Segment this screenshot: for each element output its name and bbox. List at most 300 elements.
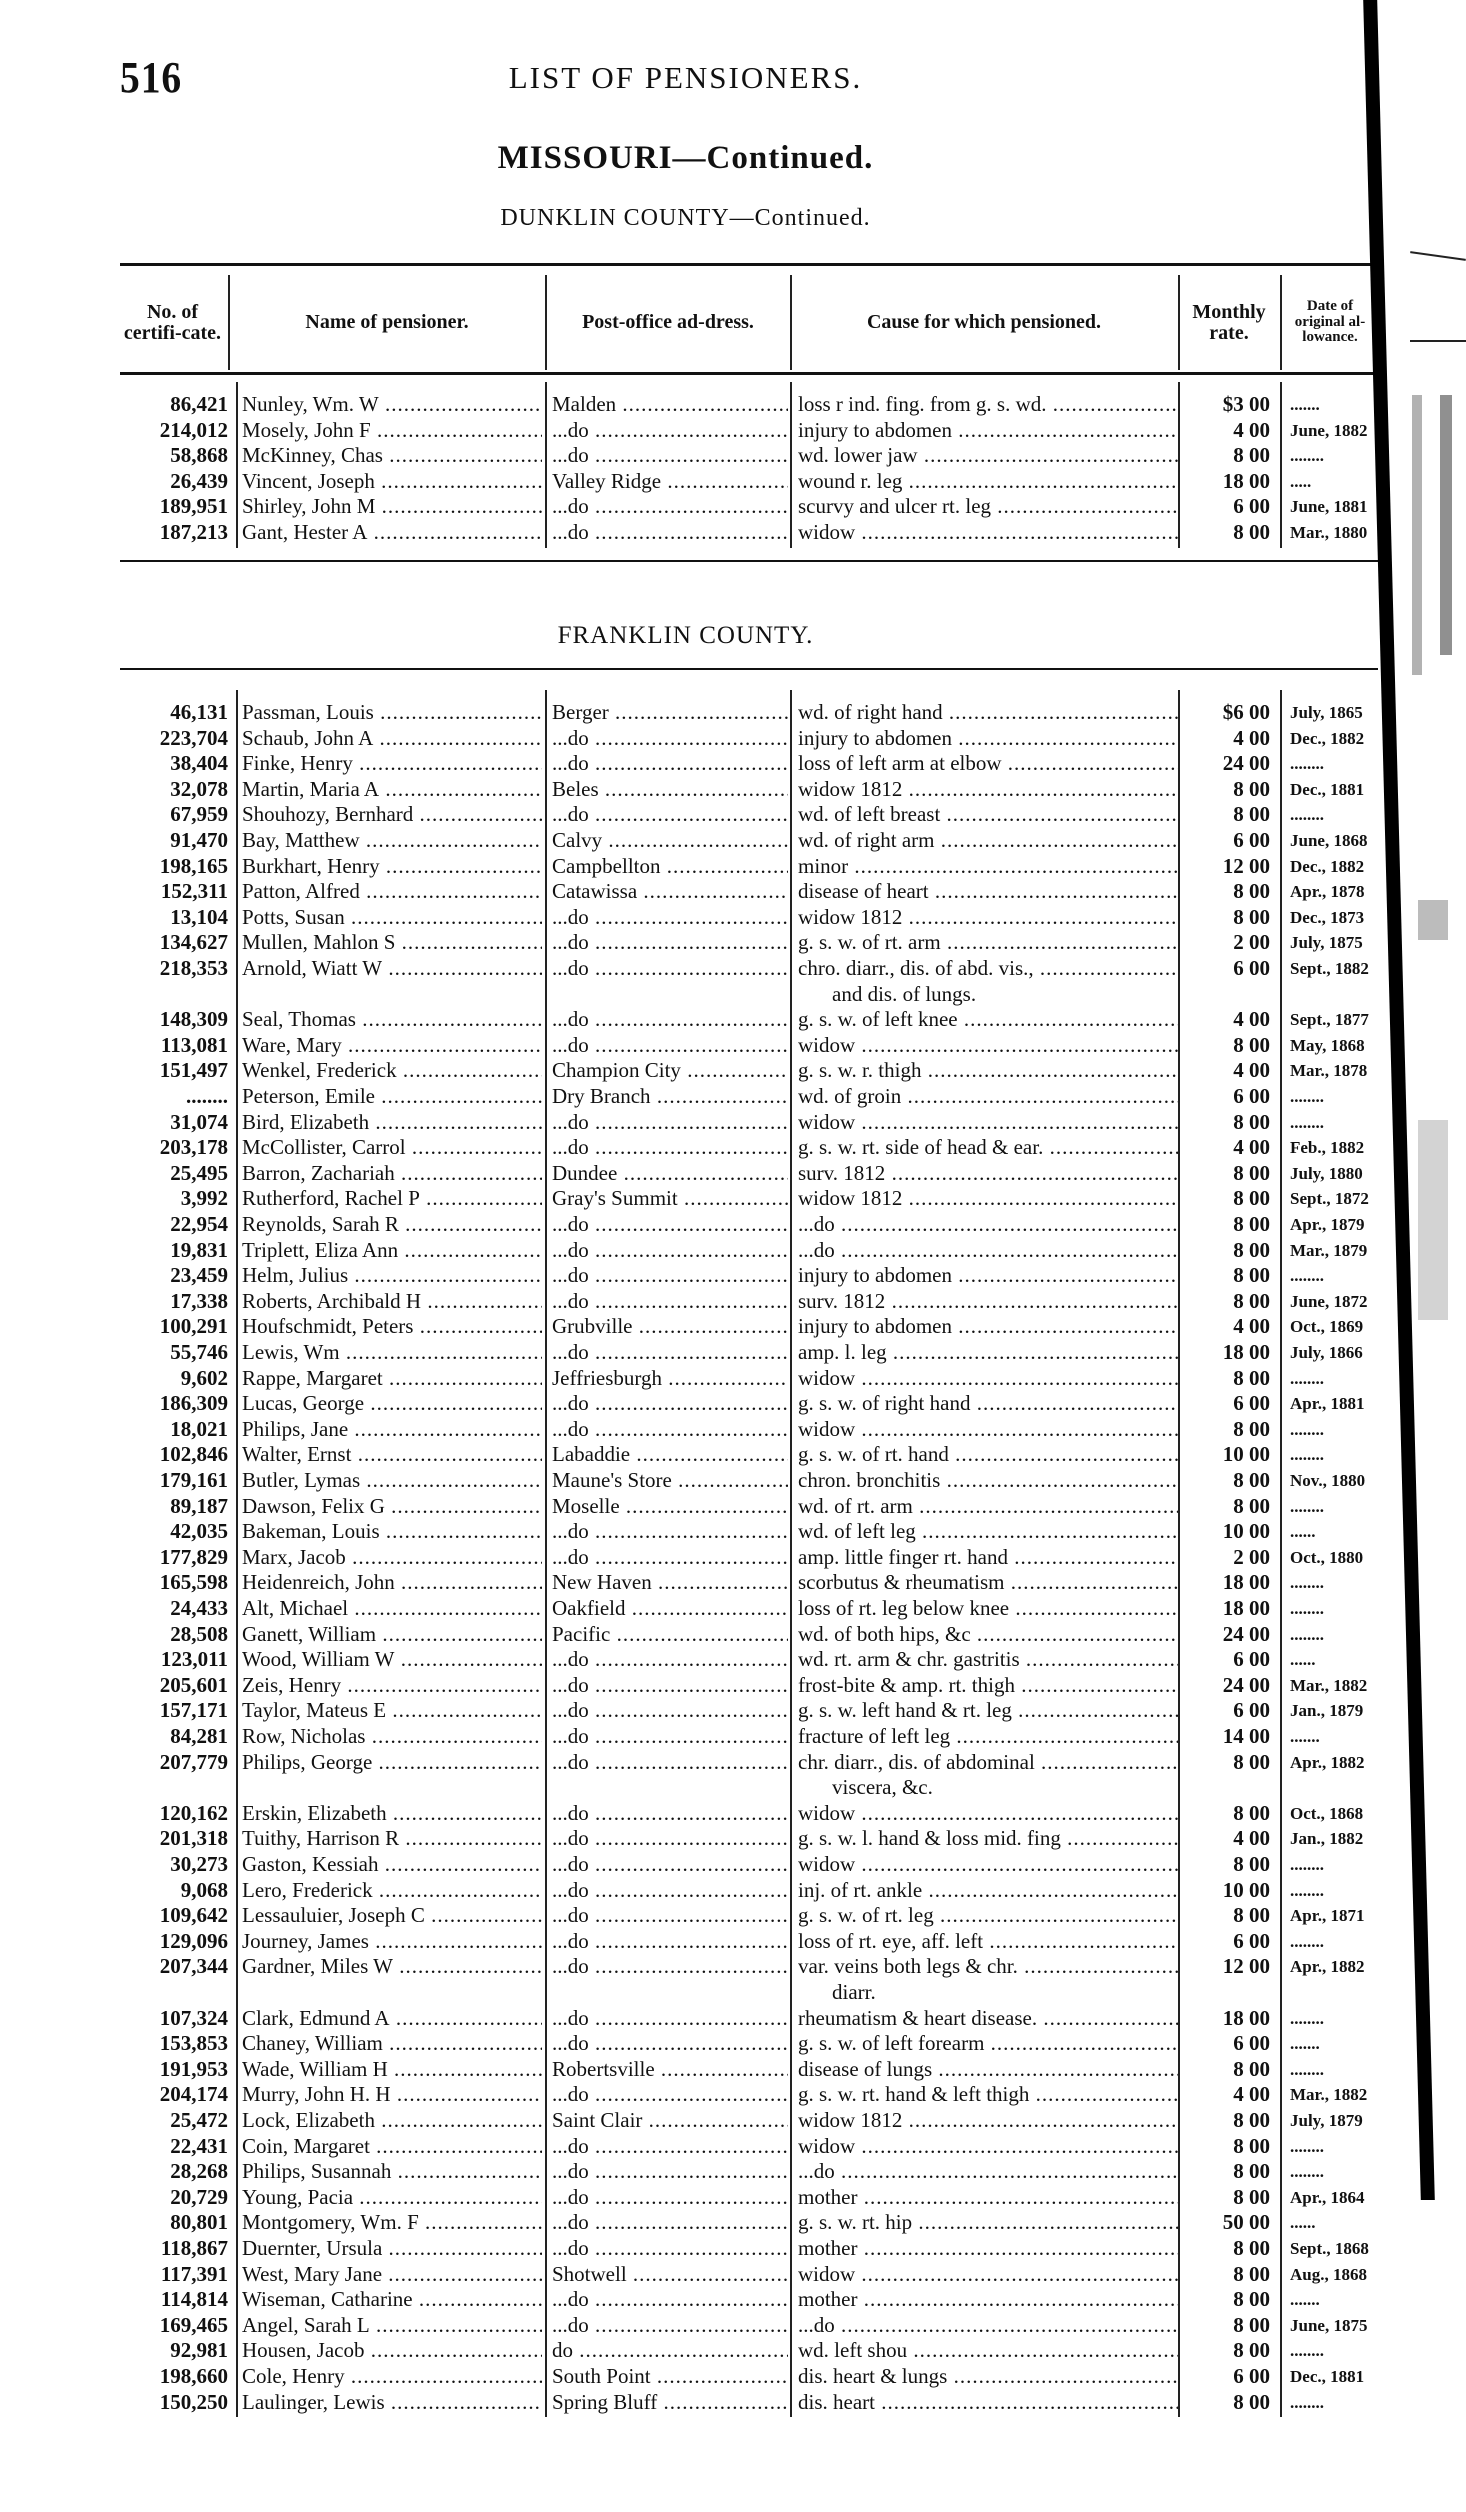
pensioner-name: Coin, Margaret ..... <box>242 2134 542 2159</box>
table-row <box>0 1084 1466 1109</box>
post-office: ...do ..... <box>552 1698 788 1723</box>
pensioner-name: Taylor, Mateus E ..... <box>242 1698 542 1723</box>
pensioner-name: Shouhozy, Bernhard ..... <box>242 802 542 827</box>
running-title: LIST OF PENSIONERS. <box>508 60 863 95</box>
cause: ...do ..... <box>798 2313 1178 2338</box>
cause: g. s. w. of left forearm ..... <box>798 2031 1178 2056</box>
cause: mother ..... <box>798 2236 1178 2261</box>
pensioner-name: Burkhart, Henry ..... <box>242 854 542 879</box>
original-allowance-date: May, 1868 <box>1290 1035 1365 1055</box>
monthly-rate: 8 00 <box>1233 1212 1270 1236</box>
pensioner-name: Journey, James ..... <box>242 1929 542 1954</box>
original-allowance-date: ........ <box>1290 754 1324 774</box>
certificate-number: 114,814 <box>160 2287 228 2312</box>
original-allowance-date: Apr., 1882 <box>1290 1957 1365 1977</box>
monthly-rate: 8 00 <box>1233 1160 1270 1185</box>
certificate-number: 58,868 <box>170 443 228 468</box>
table-row <box>0 802 1466 827</box>
post-office: ...do ..... <box>552 1391 788 1416</box>
table-row <box>0 1852 1466 1877</box>
original-allowance-date: July, 1865 <box>1290 703 1363 722</box>
pensioner-name: Gaston, Kessiah ..... <box>242 1852 542 1877</box>
table-row <box>0 2185 1466 2210</box>
table-row <box>0 1954 1466 1979</box>
column-divider <box>1280 690 1282 2417</box>
header-divider <box>790 275 792 370</box>
table-row-continuation <box>0 1775 1466 1800</box>
pensioner-name: Philips, Jane ..... <box>242 1417 542 1442</box>
cause: chr. diarr., dis. of abdominal ..... <box>798 1750 1178 1775</box>
certificate-number: 84,281 <box>170 1724 228 1748</box>
monthly-rate: 8 00 <box>1233 1493 1270 1518</box>
table-row <box>0 1698 1466 1723</box>
table-row <box>0 1366 1466 1391</box>
original-allowance-date: Oct., 1868 <box>1290 1803 1364 1823</box>
pensioner-name: Roberts, Archibald H ..... <box>242 1289 542 1314</box>
column-header-certificate: No. of certifi-cate. <box>123 300 222 344</box>
monthly-rate: 8 00 <box>1233 2159 1270 2184</box>
column-header-cause: Cause for which pensioned. <box>866 311 1102 333</box>
pensioner-name: Clark, Edmund A ..... <box>242 2006 542 2031</box>
post-office: ...do ..... <box>552 2031 788 2056</box>
pensioner-name: Bay, Matthew ..... <box>242 828 542 853</box>
certificate-number: 23,459 <box>170 1263 228 1288</box>
pensioner-name: Houfschmidt, Peters ..... <box>242 1314 542 1339</box>
table-row <box>0 1161 1466 1186</box>
certificate-number: 80,801 <box>170 2210 228 2235</box>
table-row <box>0 2236 1466 2261</box>
original-allowance-date: Apr., 1871 <box>1290 1906 1365 1926</box>
table-row <box>0 1724 1466 1749</box>
pensioner-name: Wenkel, Frederick ..... <box>242 1058 542 1083</box>
post-office: ...do ..... <box>552 1289 788 1314</box>
post-office: ...do ..... <box>552 2006 788 2031</box>
table-row <box>0 2134 1466 2159</box>
post-office: Catawissa ..... <box>552 879 788 904</box>
monthly-rate: 14 00 <box>1222 1724 1270 1748</box>
cause-continuation: diarr. <box>832 1980 876 2004</box>
monthly-rate: 18 00 <box>1222 2005 1270 2030</box>
certificate-number: 129,096 <box>159 1928 228 1953</box>
post-office: ...do ..... <box>552 418 788 443</box>
cause: var. veins both legs & chr. ..... <box>798 1954 1178 1979</box>
monthly-rate: 8 00 <box>1233 443 1270 468</box>
monthly-rate: 8 00 <box>1233 520 1270 544</box>
table-row <box>0 443 1466 468</box>
cause: wd. of left leg ..... <box>798 1519 1178 1544</box>
certificate-number: 19,831 <box>170 1237 228 1262</box>
original-allowance-date: ........ <box>1290 1599 1324 1618</box>
cause: g. s. w. left hand & rt. leg ..... <box>798 1698 1178 1723</box>
certificate-number: 13,104 <box>170 904 228 929</box>
monthly-rate: 4 00 <box>1233 1135 1270 1160</box>
table-row <box>0 1007 1466 1032</box>
column-divider <box>1178 690 1180 2417</box>
certificate-number: 20,729 <box>170 2184 228 2209</box>
certificate-number: ........ <box>186 1084 228 1108</box>
post-office: ...do ..... <box>552 930 788 955</box>
certificate-number: 223,704 <box>159 725 228 750</box>
original-allowance-date: ........ <box>1290 1855 1324 1874</box>
original-allowance-date: ........ <box>1290 2008 1324 2028</box>
original-allowance-date: ........ <box>1290 1445 1324 1465</box>
monthly-rate: 8 00 <box>1233 1109 1270 1134</box>
original-allowance-date: ........ <box>1290 2059 1324 2079</box>
cause: widow ..... <box>798 1801 1178 1826</box>
table-row <box>0 2057 1466 2082</box>
cause: rheumatism & heart disease. ..... <box>798 2006 1178 2031</box>
cause: g. s. w. l. hand & loss mid. fing ..... <box>798 1826 1178 1851</box>
certificate-number: 203,178 <box>159 1135 228 1160</box>
original-allowance-date: Aug., 1868 <box>1290 2264 1367 2284</box>
monthly-rate: 8 00 <box>1233 1032 1270 1057</box>
cause: minor ..... <box>798 854 1178 879</box>
cause: injury to abdomen ..... <box>798 726 1178 751</box>
cause: loss of left arm at elbow ..... <box>798 751 1178 776</box>
post-office: ...do ..... <box>552 443 788 468</box>
monthly-rate: 6 00 <box>1233 494 1270 519</box>
monthly-rate: 8 00 <box>1233 904 1270 929</box>
certificate-number: 17,338 <box>170 1288 228 1313</box>
post-office: ...do ..... <box>552 905 788 930</box>
section-start-rule <box>120 668 1378 670</box>
certificate-number: 198,660 <box>159 2364 228 2388</box>
table-row <box>0 956 1466 981</box>
pensioner-name: Laulinger, Lewis ..... <box>242 2390 542 2415</box>
table-row <box>0 1289 1466 1314</box>
certificate-number: 30,273 <box>170 1852 228 1876</box>
table-row <box>0 1314 1466 1339</box>
cause: widow ..... <box>798 1366 1178 1391</box>
original-allowance-date: Mar., 1878 <box>1290 1061 1368 1081</box>
cause: frost-bite & amp. rt. thigh ..... <box>798 1673 1178 1698</box>
certificate-number: 31,074 <box>170 1109 228 1134</box>
pensioner-name: Butler, Lymas ..... <box>242 1468 542 1493</box>
certificate-number: 153,853 <box>159 2031 228 2056</box>
pensioner-name: Passman, Louis ..... <box>242 700 542 725</box>
cause: g. s. w. r. thigh ..... <box>798 1058 1178 1083</box>
post-office: Moselle ..... <box>552 1494 788 1519</box>
monthly-rate: 8 00 <box>1233 2287 1270 2312</box>
post-office: Campbellton ..... <box>552 854 788 879</box>
post-office: ...do ..... <box>552 1417 788 1442</box>
pensioner-name: Housen, Jacob ..... <box>242 2338 542 2363</box>
table-row <box>0 1340 1466 1365</box>
pensioner-name: Tuithy, Harrison R ..... <box>242 1826 542 1851</box>
post-office: ...do ..... <box>552 2134 788 2159</box>
post-office: ...do ..... <box>552 2082 788 2107</box>
certificate-number: 102,846 <box>159 1442 228 1467</box>
monthly-rate: 8 00 <box>1233 879 1270 904</box>
cause: wd. of left breast ..... <box>798 802 1178 827</box>
original-allowance-date: ........ <box>1290 2392 1324 2412</box>
monthly-rate: 4 00 <box>1233 417 1270 442</box>
monthly-rate: 12 00 <box>1222 1954 1270 1979</box>
column-divider <box>1280 382 1282 548</box>
pensioner-name: Arnold, Wiatt W ..... <box>242 956 542 981</box>
table-row <box>0 2338 1466 2363</box>
cause: widow 1812 ..... <box>798 1186 1178 1211</box>
cause: amp. l. leg ..... <box>798 1340 1178 1365</box>
post-office: Shotwell ..... <box>552 2262 788 2287</box>
column-header-date: Date of original al-lowance. <box>1294 297 1366 346</box>
certificate-number: 187,213 <box>159 520 228 544</box>
cause: disease of heart ..... <box>798 879 1178 904</box>
post-office: ...do ..... <box>552 2313 788 2338</box>
county-heading-franklin: FRANKLIN COUNTY. <box>557 622 814 649</box>
post-office: Labaddie ..... <box>552 1442 788 1467</box>
monthly-rate: 8 00 <box>1233 2236 1270 2260</box>
adjacent-page-rule <box>1410 251 1466 261</box>
cause: wd. lower jaw ..... <box>798 443 1178 468</box>
post-office: Pacific ..... <box>552 1622 788 1647</box>
monthly-rate: 8 00 <box>1233 1365 1270 1390</box>
pensioner-name: Patton, Alfred ..... <box>242 879 542 904</box>
pensioner-name: Barron, Zachariah ..... <box>242 1161 542 1186</box>
pensioner-name: West, Mary Jane ..... <box>242 2262 542 2287</box>
certificate-number: 91,470 <box>170 828 228 852</box>
monthly-rate: 8 00 <box>1233 2108 1270 2132</box>
pensioner-name: Gardner, Miles W ..... <box>242 1954 542 1979</box>
monthly-rate: 2 00 <box>1233 930 1270 955</box>
original-allowance-date: ....... <box>1290 2034 1320 2054</box>
pensioner-name: Lero, Frederick ..... <box>242 1878 542 1903</box>
original-allowance-date: ...... <box>1290 1522 1316 1542</box>
table-row <box>0 854 1466 879</box>
table-row <box>0 2006 1466 2031</box>
monthly-rate: 8 00 <box>1233 2133 1270 2158</box>
monthly-rate: 6 00 <box>1233 1928 1270 1953</box>
post-office: Malden ..... <box>552 392 788 417</box>
monthly-rate: 8 00 <box>1233 2312 1270 2337</box>
pensioner-name: Gant, Hester A ..... <box>242 520 542 545</box>
certificate-number: 177,829 <box>159 1544 228 1569</box>
post-office: ...do ..... <box>552 494 788 519</box>
table-row <box>0 2108 1466 2133</box>
table-row <box>0 828 1466 853</box>
original-allowance-date: ........ <box>1290 1624 1324 1644</box>
pensioner-name: Angel, Sarah L ..... <box>242 2313 542 2338</box>
monthly-rate: 10 00 <box>1222 1519 1270 1544</box>
original-allowance-date: Mar., 1882 <box>1290 1675 1368 1695</box>
pensioner-name: Row, Nicholas ..... <box>242 1724 542 1749</box>
original-allowance-date: July, 1879 <box>1290 2111 1363 2130</box>
original-allowance-date: Sept., 1882 <box>1290 959 1369 978</box>
post-office: ...do ..... <box>552 802 788 827</box>
post-office: Saint Clair ..... <box>552 2108 788 2133</box>
monthly-rate: 50 00 <box>1222 2210 1270 2235</box>
table-row <box>0 1391 1466 1416</box>
section-end-rule <box>120 560 1378 562</box>
post-office: Dundee ..... <box>552 1161 788 1186</box>
pensioner-name: Lock, Elizabeth ..... <box>242 2108 542 2133</box>
original-allowance-date: Oct., 1869 <box>1290 1317 1364 1337</box>
table-row <box>0 2210 1466 2235</box>
column-divider <box>790 382 792 548</box>
monthly-rate: 10 00 <box>1222 1442 1270 1467</box>
certificate-number: 109,642 <box>159 1903 228 1928</box>
post-office: ...do ..... <box>552 1954 788 1979</box>
original-allowance-date: June, 1875 <box>1290 2315 1368 2335</box>
post-office: Gray's Summit ..... <box>552 1186 788 1211</box>
post-office: ...do ..... <box>552 1929 788 1954</box>
post-office: Spring Bluff ..... <box>552 2390 788 2415</box>
monthly-rate: 24 00 <box>1222 751 1270 776</box>
original-allowance-date: Dec., 1873 <box>1290 907 1365 927</box>
post-office: ...do ..... <box>552 956 788 981</box>
post-office: do ..... <box>552 2338 788 2363</box>
cause: widow ..... <box>798 520 1178 545</box>
table-row <box>0 1750 1466 1775</box>
certificate-number: 9,068 <box>180 1877 228 1902</box>
cause: loss r ind. fing. from g. s. wd. ..... <box>798 392 1178 417</box>
table-row <box>0 879 1466 904</box>
header-divider <box>228 275 230 370</box>
certificate-number: 204,174 <box>159 2082 228 2107</box>
table-row <box>0 1545 1466 1570</box>
certificate-number: 218,353 <box>159 956 228 980</box>
monthly-rate: 8 00 <box>1233 1263 1270 1288</box>
cause-continuation: viscera, &c. <box>832 1775 933 1800</box>
certificate-number: 3,992 <box>180 1186 228 1211</box>
certificate-number: 22,431 <box>170 2133 228 2158</box>
post-office: ...do ..... <box>552 2185 788 2210</box>
certificate-number: 107,324 <box>159 2005 228 2030</box>
original-allowance-date: Apr., 1881 <box>1290 1394 1365 1414</box>
table-row <box>0 2364 1466 2389</box>
original-allowance-date: ........ <box>1290 1931 1324 1951</box>
pensioner-name: Marx, Jacob ..... <box>242 1545 542 1570</box>
table-row <box>0 1033 1466 1058</box>
certificate-number: 191,953 <box>159 2056 228 2081</box>
pensioner-name: Peterson, Emile ..... <box>242 1084 542 1109</box>
post-office: ...do ..... <box>552 1110 788 1135</box>
cause: wound r. leg ..... <box>798 469 1178 494</box>
certificate-number: 207,779 <box>159 1749 228 1774</box>
table-row <box>0 1826 1466 1851</box>
original-allowance-date: Nov., 1880 <box>1290 1471 1366 1490</box>
post-office: ...do ..... <box>552 1903 788 1928</box>
original-allowance-date: ....... <box>1290 395 1320 414</box>
original-allowance-date: Dec., 1881 <box>1290 2367 1365 2386</box>
cause: amp. little finger rt. hand ..... <box>798 1545 1178 1570</box>
pensioner-name: Potts, Susan ..... <box>242 905 542 930</box>
post-office: Beles ..... <box>552 777 788 802</box>
post-office: ...do ..... <box>552 2287 788 2312</box>
certificate-number: 186,309 <box>159 1391 228 1416</box>
certificate-number: 28,268 <box>170 2159 228 2184</box>
certificate-number: 26,439 <box>170 468 228 493</box>
certificate-number: 89,187 <box>170 1493 228 1518</box>
certificate-number: 198,165 <box>159 853 228 878</box>
table-row <box>0 1135 1466 1160</box>
pensioner-name: Bakeman, Louis ..... <box>242 1519 542 1544</box>
header-divider <box>1280 275 1282 370</box>
original-allowance-date: Apr., 1879 <box>1290 1215 1365 1234</box>
table-row <box>0 1417 1466 1442</box>
table-row <box>0 1468 1466 1493</box>
pensioner-name: McCollister, Carrol ..... <box>242 1135 542 1160</box>
post-office: ...do ..... <box>552 520 788 545</box>
original-allowance-date: Mar., 1879 <box>1290 1240 1368 1260</box>
cause: widow ..... <box>798 1417 1178 1442</box>
post-office: ...do ..... <box>552 1007 788 1032</box>
pensioner-name: Ware, Mary ..... <box>242 1033 542 1058</box>
pensioner-name: Chaney, William ..... <box>242 2031 542 2056</box>
table-row <box>0 1212 1466 1237</box>
cause: fracture of left leg ..... <box>798 1724 1178 1749</box>
column-divider <box>790 690 792 2417</box>
column-divider <box>236 690 238 2417</box>
monthly-rate: 18 00 <box>1222 1570 1270 1595</box>
cause: wd. of right arm ..... <box>798 828 1178 853</box>
post-office: ...do ..... <box>552 1519 788 1544</box>
post-office: South Point ..... <box>552 2364 788 2389</box>
table-row <box>0 700 1466 725</box>
cause: g. s. w. of rt. hand ..... <box>798 1442 1178 1467</box>
table-row <box>0 1673 1466 1698</box>
post-office: ...do ..... <box>552 1545 788 1570</box>
certificate-number: 214,012 <box>159 417 228 442</box>
pensioner-name: Finke, Henry ..... <box>242 751 542 776</box>
original-allowance-date: ........ <box>1290 2136 1324 2156</box>
post-office: ...do ..... <box>552 1135 788 1160</box>
cause: chro. diarr., dis. of abd. vis., ..... <box>798 956 1178 981</box>
table-row <box>0 1058 1466 1083</box>
table-row <box>0 1263 1466 1288</box>
monthly-rate: 18 00 <box>1222 1596 1270 1620</box>
cause: scorbutus & rheumatism ..... <box>798 1570 1178 1595</box>
cause: loss of rt. eye, aff. left ..... <box>798 1929 1178 1954</box>
monthly-rate: 2 00 <box>1233 1544 1270 1569</box>
certificate-number: 28,508 <box>170 1621 228 1646</box>
post-office: ...do ..... <box>552 1033 788 1058</box>
original-allowance-date: Oct., 1880 <box>1290 1547 1364 1567</box>
post-office: ...do ..... <box>552 1340 788 1365</box>
pensioner-name: Wood, William W ..... <box>242 1647 542 1672</box>
original-allowance-date: ........ <box>1290 805 1324 825</box>
cause: ...do ..... <box>798 2159 1178 2184</box>
pensioner-name: Schaub, John A ..... <box>242 726 542 751</box>
original-allowance-date: July, 1880 <box>1290 1163 1363 1183</box>
post-office: Champion City ..... <box>552 1058 788 1083</box>
monthly-rate: 8 00 <box>1233 802 1270 827</box>
adjacent-page-fragment <box>1440 395 1452 655</box>
certificate-number: 117,391 <box>160 2261 228 2286</box>
post-office: ...do ..... <box>552 2210 788 2235</box>
monthly-rate: 8 00 <box>1233 1749 1270 1774</box>
original-allowance-date: ........ <box>1290 1368 1324 1388</box>
cause: scurvy and ulcer rt. leg ..... <box>798 494 1178 519</box>
certificate-number: 151,497 <box>159 1058 228 1083</box>
adjacent-page-fragment <box>1412 395 1422 675</box>
table-row <box>0 726 1466 751</box>
table-row <box>0 930 1466 955</box>
pensioner-name: Heidenreich, John ..... <box>242 1570 542 1595</box>
original-allowance-date: Mar., 1882 <box>1290 2085 1368 2105</box>
pensioner-name: Zeis, Henry ..... <box>242 1673 542 1698</box>
cause: wd. left shou ..... <box>798 2338 1178 2363</box>
certificate-number: 157,171 <box>159 1698 228 1723</box>
original-allowance-date: Sept., 1877 <box>1290 1010 1369 1030</box>
pensioner-name: Murry, John H. H ..... <box>242 2082 542 2107</box>
pensioner-name: Seal, Thomas ..... <box>242 1007 542 1032</box>
cause: g. s. w. rt. hip ..... <box>798 2210 1178 2235</box>
cause: g. s. w. of rt. leg ..... <box>798 1903 1178 1928</box>
adjacent-page-rule <box>1410 340 1466 342</box>
monthly-rate: 12 00 <box>1222 853 1270 878</box>
table-row <box>0 2159 1466 2184</box>
